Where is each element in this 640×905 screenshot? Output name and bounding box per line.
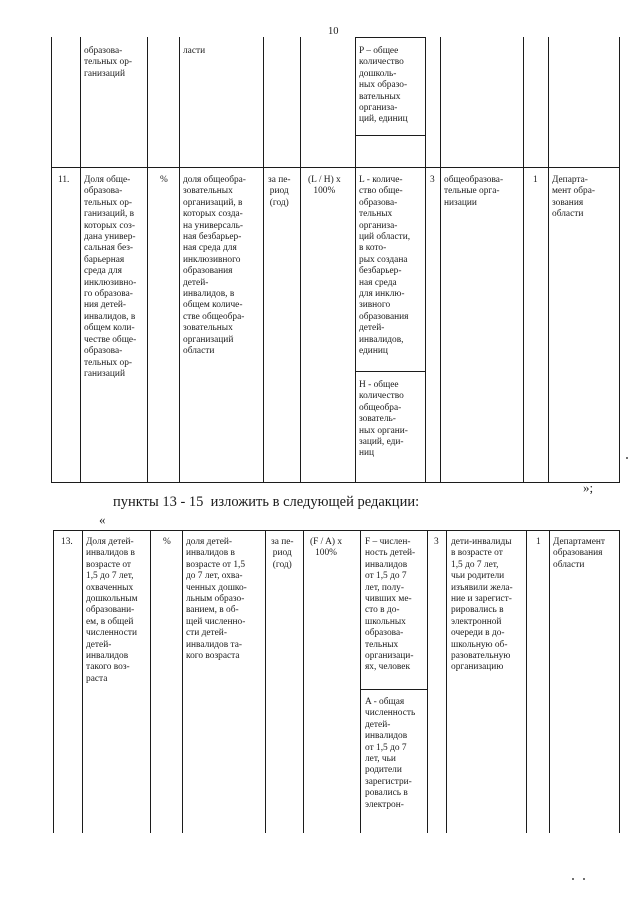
row13-number: 13. <box>61 537 73 547</box>
cont-row-name: образова- тельных ор- ганизаций <box>84 46 133 79</box>
row13-method: 3 <box>434 537 439 547</box>
row13-source: дети-инвалиды в возрасте от 1,5 до 7 лет, чьи родители изъявили жела- ние и зарегист- рировались в электронной очереди в до- школьную об- разовательную организацию <box>451 537 513 673</box>
row11-unit: % <box>160 175 168 185</box>
scan-speck <box>626 457 628 459</box>
row13-variable-a: A - общая численность детей- инвалидов от 1,5 до 7 лет, чьи родители зарегистри- ровались в электрон- <box>365 697 416 810</box>
row11-name: Доля обще- образова- тельных ор- ганизаций, в которых соз- дана универ- сальная без- барьерная среда для инклюзивно- го образова- ния детей- инвалидов, в общем коли- честве обще- образова- тельных ор- ганизаций <box>84 175 137 379</box>
row13-period: за пе- риод (год) <box>271 537 294 570</box>
cont-row-definition: ласти <box>183 46 206 56</box>
closing-quote: »; <box>583 480 594 495</box>
row11-period: за пе- риод (год) <box>268 175 291 208</box>
scan-speck <box>572 878 574 880</box>
row13-responsible: Департамент образования области <box>553 537 605 570</box>
row13-name: Доля детей- инвалидов в возрасте от 1,5 до 7 лет, охваченных дошкольным образовани- ем, в общей численности детей- инвалидов такого воз- раста <box>86 537 138 684</box>
row13-formula: (F / A) x 100% <box>310 537 343 559</box>
row11-responsible: Департа- мент обра- зования области <box>552 175 595 220</box>
scan-speck <box>583 878 585 880</box>
row11-variable-l: L - количе- ство обще- образова- тельных организа- ций области, в кото- рых создана безбарьер- ная среда для инклю- зивного образования детей- инвалидов, единиц <box>359 175 411 357</box>
row11-variable-h: H - общее количество общеобра- зователь- ных органи- заций, еди- ниц <box>359 380 408 459</box>
page-number: 10 <box>328 26 339 37</box>
row13-variable-f: F – числен- ность детей- инвалидов от 1,5 до 7 лет, полу- чивших ме- сто в до- школьных образова- тельных организаци- ях, человек <box>365 537 416 673</box>
row11-formula: (L / H) x 100% <box>308 175 341 197</box>
row11-definition: доля общеобра- зовательных организаций, в которых созда- на универсаль- ная безбарьер- ная среда для инклюзивного образования детей- инвалидов, в общем количе- стве общеобра- зовательных организаций области <box>183 175 246 357</box>
row13-frequency: 1 <box>536 537 541 547</box>
cont-row-variable: P – общее количество дошколь- ных образо- вательных организа- ций, единиц <box>359 46 408 125</box>
row11-source: общеобразова- тельные орга- низации <box>444 175 504 208</box>
row13-unit: % <box>163 537 171 547</box>
row11-method: 3 <box>430 175 435 185</box>
row13-definition: доля детей- инвалидов в возрасте от 1,5 до 7 лет, охва- ченных дошко- льным образо- ванием, в об- щей численно- сти детей- инвалидов та- кого возраста <box>186 537 247 662</box>
row11-frequency: 1 <box>533 175 538 185</box>
row11-number: 11. <box>58 175 70 185</box>
section-heading: пункты 13 - 15 изложить в следующей редакции: <box>113 494 420 510</box>
opening-quote: « <box>99 512 106 527</box>
